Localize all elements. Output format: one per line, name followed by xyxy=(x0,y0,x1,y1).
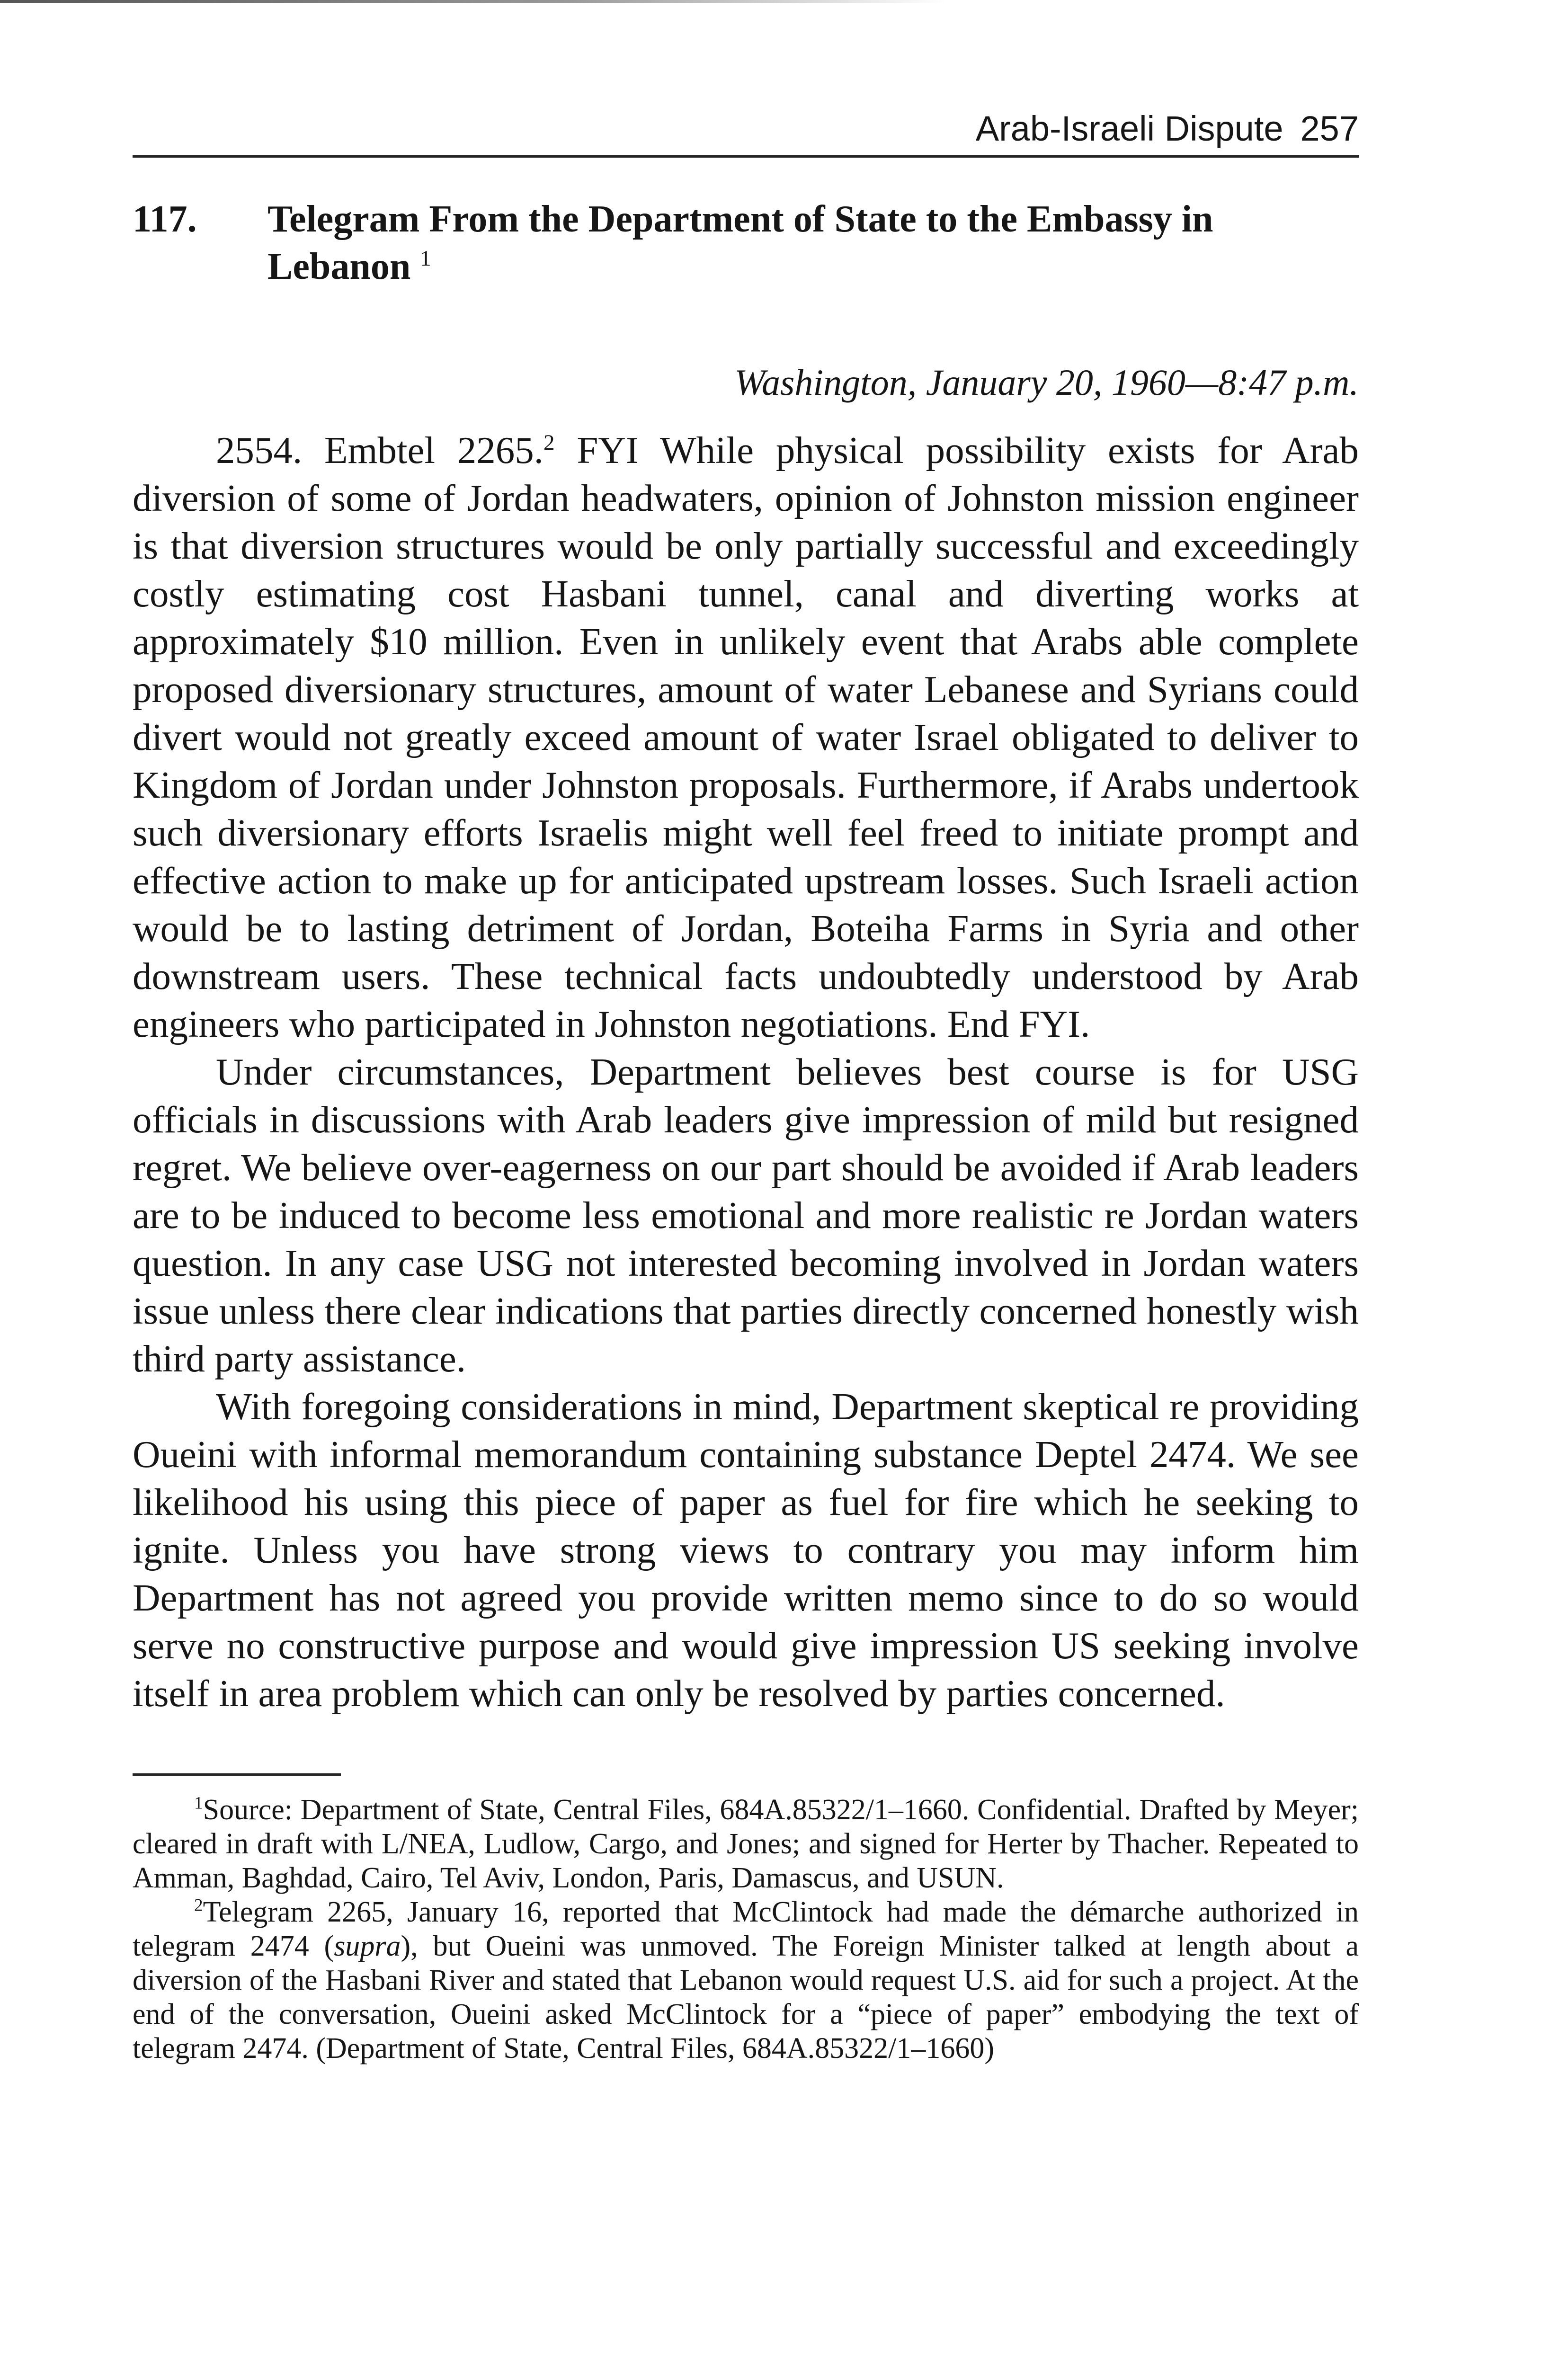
dateline: Washington, January 20, 1960—8:47 p.m. xyxy=(734,362,1359,403)
running-head xyxy=(133,95,1359,158)
footnote-1 xyxy=(133,1793,1359,1895)
document-heading xyxy=(133,196,1359,290)
scan-edge-line xyxy=(0,0,947,3)
message-reference: 2554. Embtel 2265. xyxy=(216,429,544,472)
telegram-body xyxy=(133,427,1359,1717)
footnote-ref-1[interactable]: 1 xyxy=(420,247,431,271)
footnote-2-text-start: Telegram 2265, January 16, reported that McClintock had made the démarche authorized in telegram 2474 ( xyxy=(133,1896,1359,1962)
footnote-1-text: Source: Department of State, Central Files, 684A.85322/1–1660. Confidential. Drafted by Meyer; cleared in draft with L/NEA, Ludlow, Cargo, and Jones; and signed for Herter by Thacher. Repeated to Amman, Baghdad, Cairo, Tel Aviv, London, Paris, Damascus, and USUN. xyxy=(133,1794,1359,1894)
document-number: 117. xyxy=(133,198,197,240)
page-number: 257 xyxy=(1300,109,1359,148)
document-title-block xyxy=(267,196,1359,290)
footnote-2-marker: 2 xyxy=(194,1895,203,1915)
paragraph-2: Under circumstances, Department believes best course is for USG officials in discussions with Arab leaders give impression of mild but resigned regret. We believe over-eagerness on our part should be avoided if Arab leaders are to be induced to become less emotional and more realistic re Jordan waters question. In any case USG not interested becoming involved in Jordan waters issue unless there clear indications that parties directly concerned honestly wish third party assistance. xyxy=(133,1050,1359,1380)
footnote-divider xyxy=(133,1773,341,1776)
footnote-1-marker: 1 xyxy=(194,1793,203,1813)
footnote-ref-2[interactable]: 2 xyxy=(543,430,555,455)
footnote-2-text-end: ), but Oueini was unmoved. The Foreign Minister talked at length about a diversion of the Hasbani River and stated that Lebanon would request U.S. aid for such a project. At the end of the conversation, Oueini asked McClintock for a “piece of paper” embodying the text of telegram 2474. (Department of State, Central Files, 684A.85322/1–1660) xyxy=(133,1930,1359,2064)
document-title: Telegram From the Department of State to the Embassy in Lebanon xyxy=(267,198,1213,287)
footnote-2 xyxy=(133,1895,1359,2065)
document-page xyxy=(133,95,1359,2065)
running-head-title: Arab-Israeli Dispute xyxy=(975,109,1283,148)
paragraph-1-text: FYI While physical possibility exists for Arab diversion of some of Jordan headwaters, opinion of Johnston mission engineer is that diversion structures would be only partially successful and exceedingly costly estimating cost Hasbani tunnel, canal and diverting works at approximately $10 million. Even in unlikely event that Arabs able complete proposed diversionary structures, amount of water Lebanese and Syrians could divert would not greatly exceed amount of water Israel obligated to deliver to Kingdom of Jordan under Johnston proposals. Furthermore, if Arabs undertook such diversionary efforts Israelis might well feel freed to initiate prompt and effective action to make up for anticipated upstream losses. Such Israeli action would be to lasting detriment of Jordan, Boteiha Farms in Syria and other downstream users. These technical facts undoubtedly understood by Arab engineers who participated in Johnston negotiations. End FYI. xyxy=(133,429,1359,1045)
paragraph-1 xyxy=(133,427,1359,1048)
footnotes xyxy=(133,1793,1359,2065)
running-head-text xyxy=(976,108,1359,149)
footnote-2-supra: supra xyxy=(334,1930,401,1962)
paragraph-3: With foregoing considerations in mind, Department skeptical re providing Oueini with informal memorandum containing substance Deptel 2474. We see likelihood his using this piece of paper as fuel for fire which he seeking to ignite. Unless you have strong views to contrary you may inform him Department has not agreed you provide written memo since to do so would serve no constructive purpose and would give impression US seeking involve itself in area problem which can only be resolved by parties concerned. xyxy=(133,1385,1359,1715)
